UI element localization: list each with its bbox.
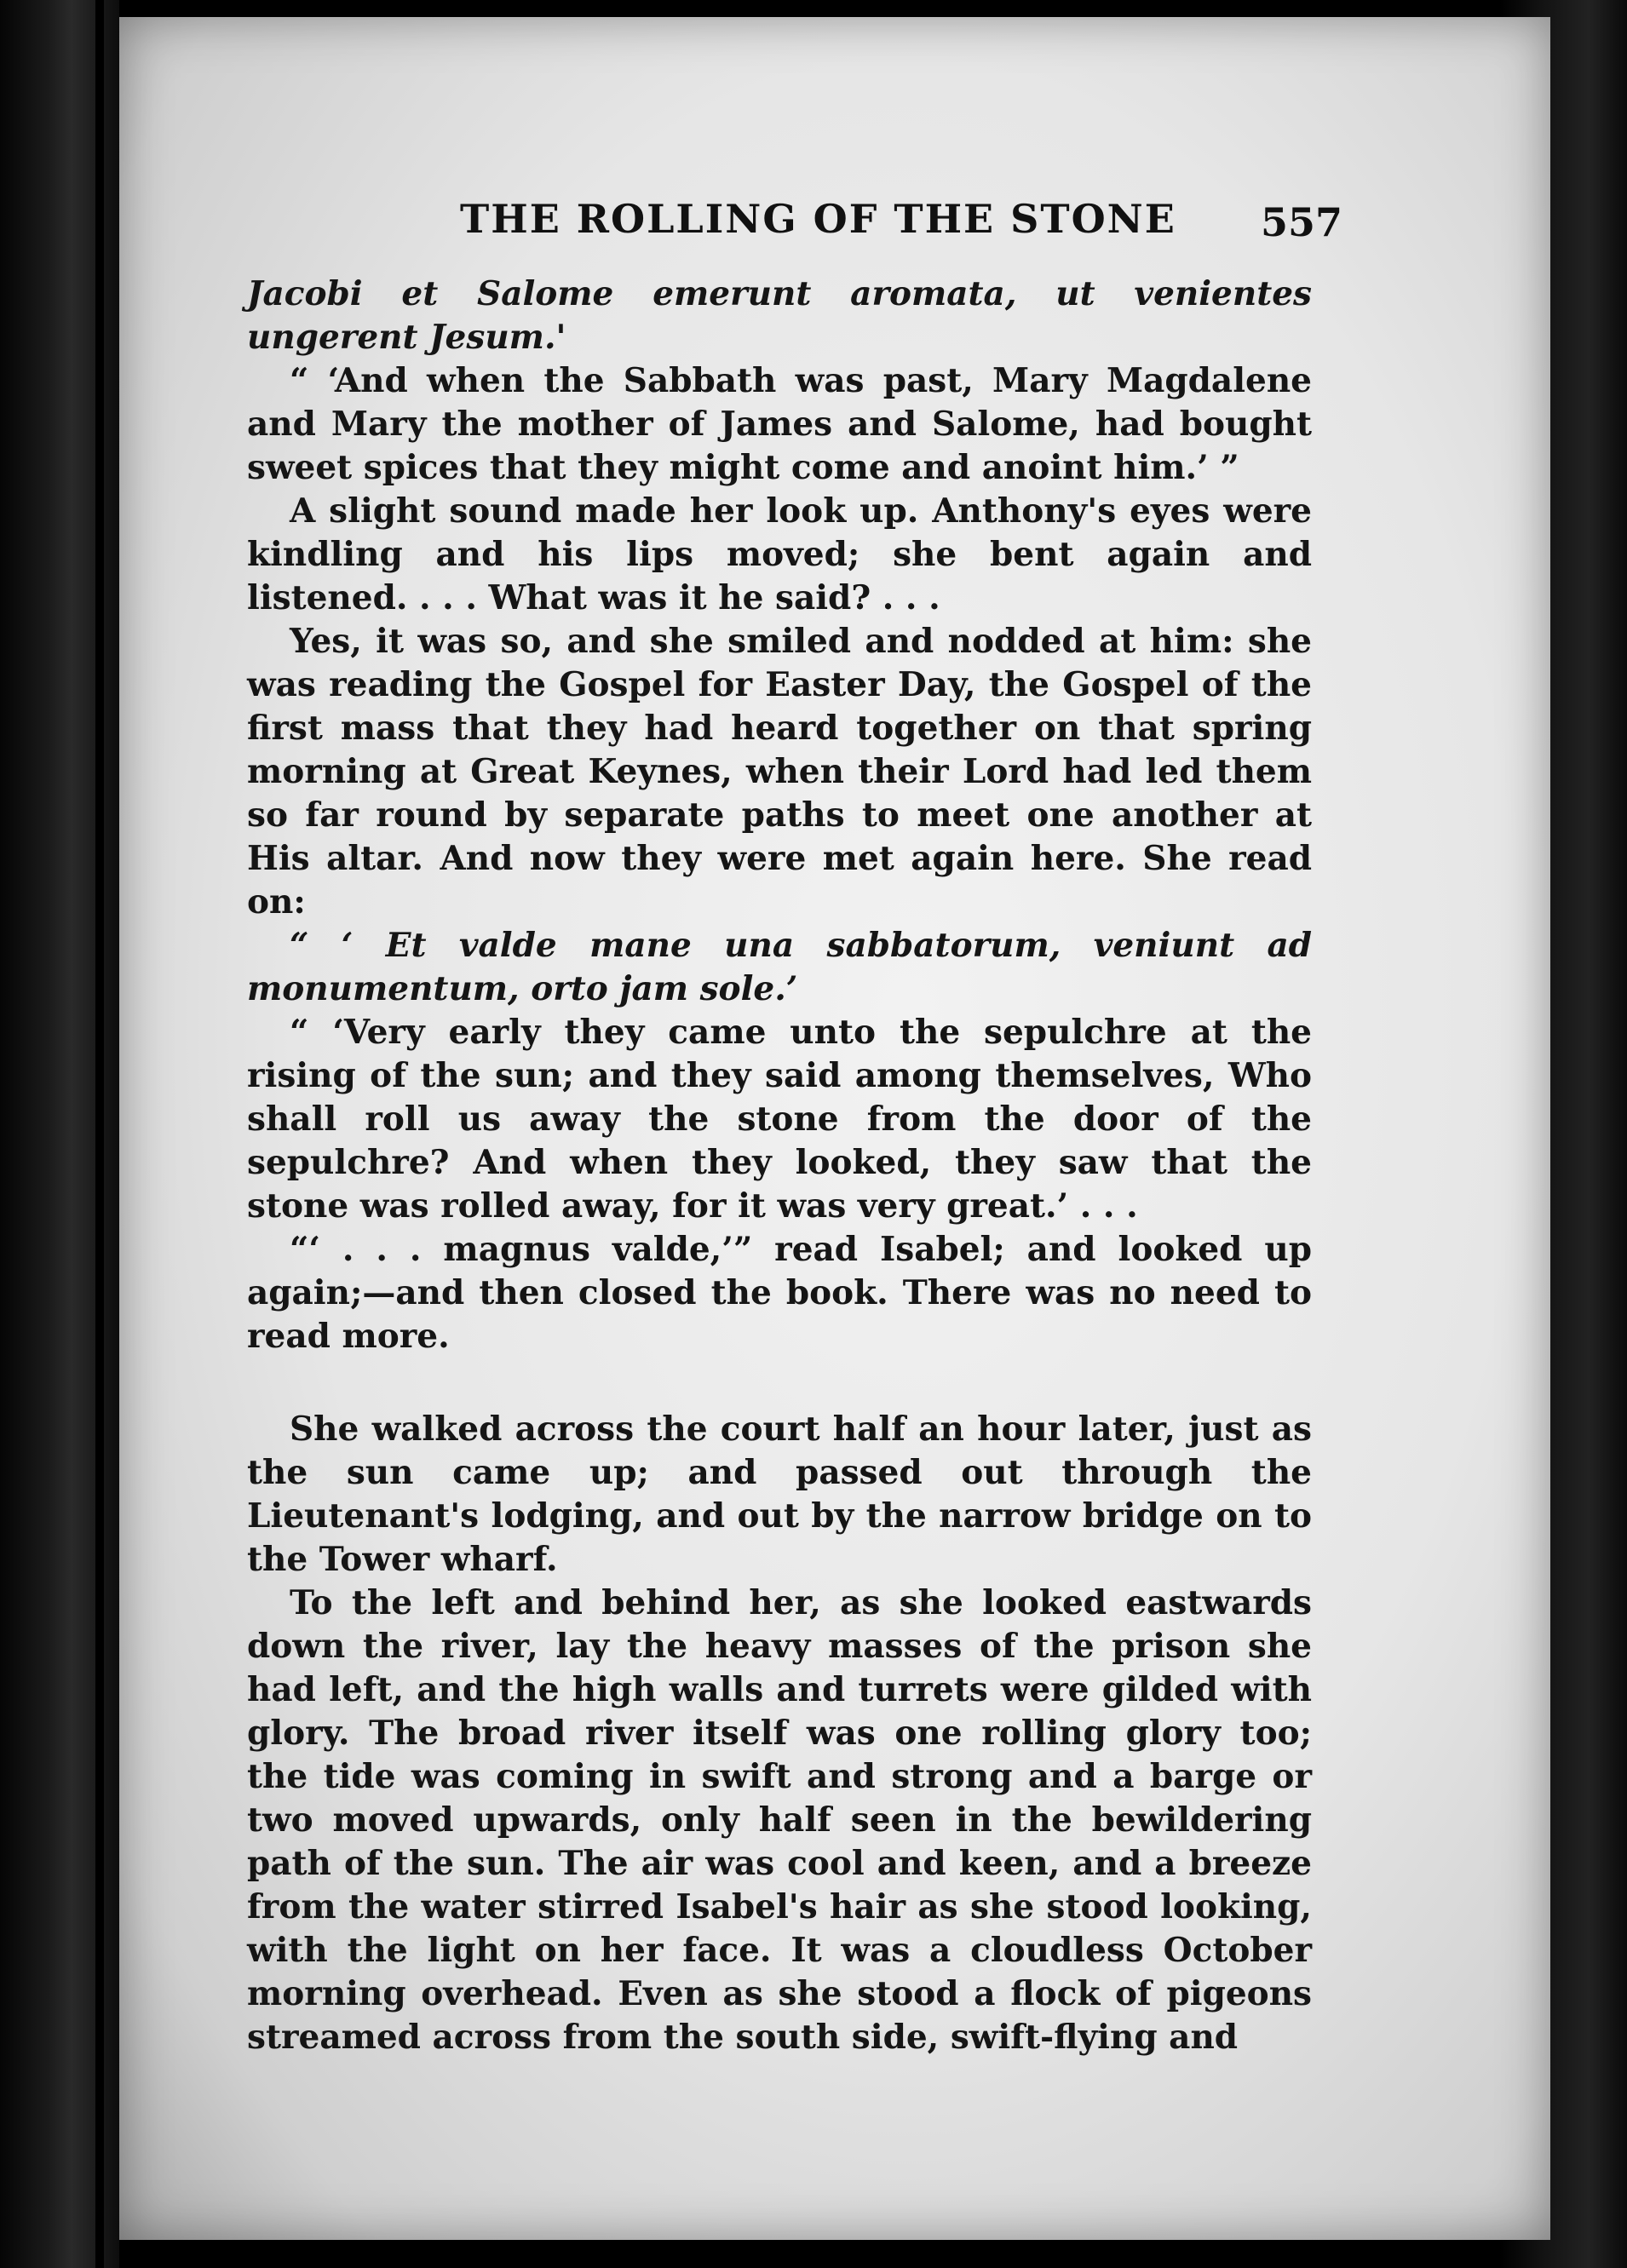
- paragraph-slight-sound: A slight sound made her look up. Anthony's eyes were kindling and his lips moved; she bent again and listened. . . . What was it he said? . . .: [247, 491, 1312, 617]
- paragraph-very-early: “ ‘Very early they came unto the sepulchre at the rising of the sun; and they said among themselves, Who shall roll us away the stone from the door of the sepulchre? And when they looked, they saw that the stone was rolled away, for it was very great.’ . . .: [247, 1013, 1312, 1226]
- running-title: THE ROLLING OF THE STONE: [460, 196, 1176, 242]
- page: [119, 17, 1550, 2240]
- paragraph-sabbath: “ ‘And when the Sabbath was past, Mary Magdalene and Mary the mother of James and Salome, had bought sweet spices that they might come and anoint him.’ ”: [247, 361, 1312, 487]
- paragraph-walked-across: She walked across the court half an hour later, just as the sun came up; and passed out through the Lieutenant's lodging, and out by the narrow bridge on to the Tower wharf.: [247, 1410, 1312, 1579]
- paragraph-easter-gospel: Yes, it was so, and she smiled and nodded at him: she was reading the Gospel for Easter Day, the Gospel of the first mass that they had heard together on that spring morning at Great Keynes, when their Lord had led them so far round by separate paths to meet one another at His altar. And now they were met again here. She read on:: [247, 622, 1312, 922]
- paragraph-to-the-left: To the left and behind her, as she looked eastwards down the river, lay the heavy masses of the prison she had left, and the high walls and turrets were gilded with glory. The broad river itself was one rolling glory too; the tide was coming in swift and strong and a barge or two moved upwards, only half seen in the bewildering path of the sun. The air was cool and keen, and a breeze from the water stirred Isabel's hair as she stood looking, with the light on her face. It was a cloudless October morning overhead. Even as she stood a flock of pigeons streamed across from the south side, swift-flying and: [247, 1583, 1312, 2057]
- section-break: [247, 1358, 1312, 1408]
- body-text: [247, 273, 1312, 2059]
- paragraph-latin-valde-mane: “ ‘ Et valde mane una sabbatorum, veniunt ad monumentum, orto jam sole.’: [247, 926, 1312, 1008]
- page-number: 557: [1261, 199, 1343, 245]
- book-binding-left: [0, 0, 119, 2268]
- running-head: [119, 196, 1550, 264]
- paragraph-magnus-valde: “‘ . . . magnus valde,’” read Isabel; and looked up again;—and then closed the book. There was no need to read more.: [247, 1230, 1312, 1356]
- paragraph-latin-jacobi: Jacobi et Salome emerunt aromata, ut venientes ungerent Jesum.': [247, 274, 1312, 357]
